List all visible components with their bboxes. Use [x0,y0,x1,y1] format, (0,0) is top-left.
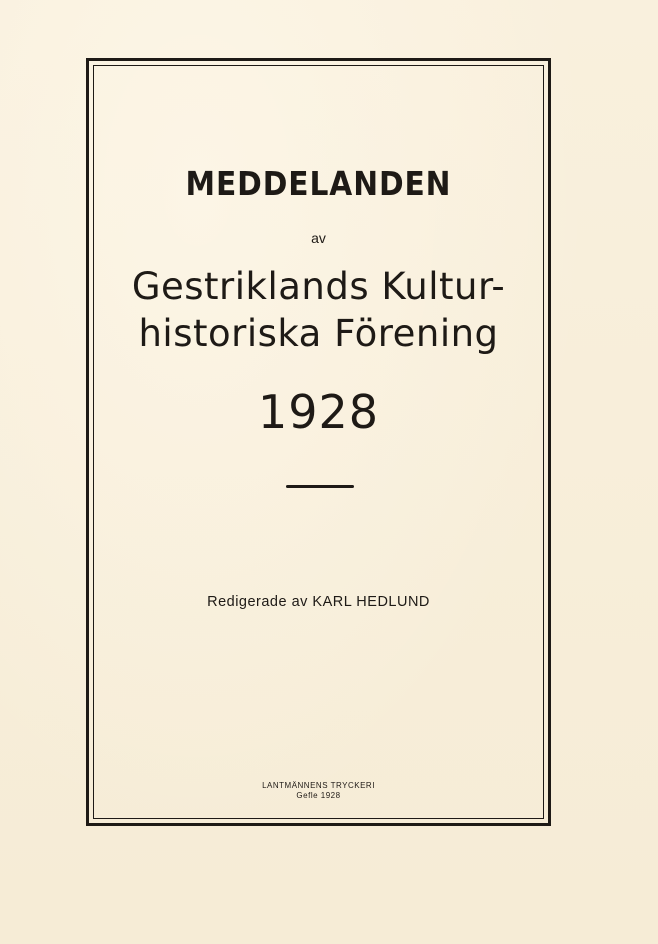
editor-line: Redigerade av KARL HEDLUND [207,594,430,610]
printer-name: LANTMÄNNENS TRYCKERI [262,781,375,790]
decorative-rule [286,485,354,488]
cover-title-line-2: historiska Förening [138,312,499,355]
printer-imprint [86,781,551,801]
printer-place: Gefle 1928 [296,791,341,800]
cover-title-line-1: Gestriklands Kultur- [131,265,506,308]
cover-year: 1928 [257,385,380,439]
cover-heading: MEDDELANDEN [185,164,452,203]
cover-preposition: av [311,230,326,246]
